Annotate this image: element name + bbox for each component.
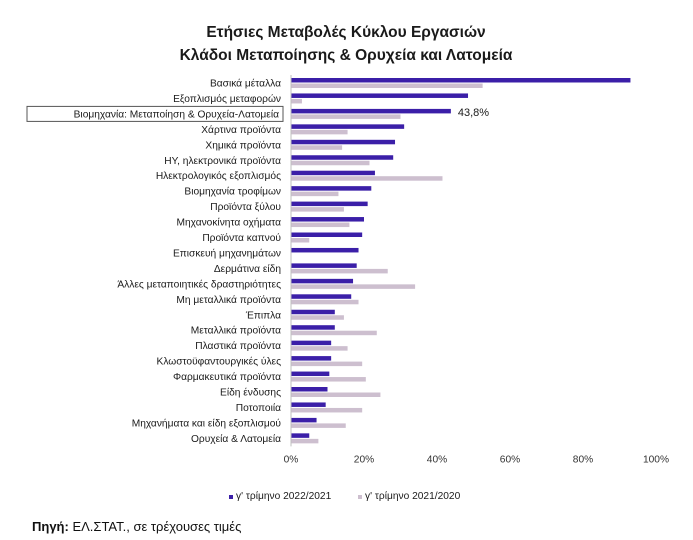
bar-2022-2021 xyxy=(291,433,309,438)
category-label: Ορυχεία & Λατομεία xyxy=(190,433,281,445)
bar-2021-2020 xyxy=(291,423,346,428)
bar-2021-2020 xyxy=(291,145,342,150)
category-label: Χημικά προϊόντα xyxy=(205,140,281,152)
bar-2022-2021 xyxy=(291,202,368,207)
bar-2022-2021 xyxy=(291,263,357,268)
bar-2021-2020 xyxy=(291,207,344,212)
x-tick-label: 40% xyxy=(426,454,448,466)
bar-2022-2021 xyxy=(291,356,331,361)
bar-2022-2021 xyxy=(291,294,351,299)
bar-2021-2020 xyxy=(291,439,318,444)
bar-2021-2020 xyxy=(291,393,380,398)
legend-label: γ' τρίμηνο 2022/2021 xyxy=(236,491,332,502)
category-label: Προϊόντα καπνού xyxy=(202,233,281,244)
category-label: Επισκευή μηχανημάτων xyxy=(172,248,281,260)
bar-2021-2020 xyxy=(291,315,344,320)
legend-label: γ' τρίμηνο 2021/2020 xyxy=(365,491,461,502)
bar-2021-2020 xyxy=(291,269,388,274)
bar-2021-2020 xyxy=(291,99,302,104)
chart-title-line1: Ετήσιες Μεταβολές Κύκλου Εργασιών xyxy=(206,24,486,41)
bar-2022-2021 xyxy=(291,248,359,253)
bar-2021-2020 xyxy=(291,377,366,382)
category-label: ΗΥ, ηλεκτρονικά προϊόντα xyxy=(164,155,281,167)
x-tick-label: 60% xyxy=(499,454,521,466)
bar-2021-2020 xyxy=(291,161,369,166)
category-label: Δερμάτινα είδη xyxy=(213,263,281,275)
bar-2021-2020 xyxy=(291,300,359,305)
bar-2022-2021 xyxy=(291,279,353,284)
data-label: 43,8% xyxy=(457,106,490,119)
bar-2022-2021 xyxy=(291,93,468,98)
category-label: Βιομηχανία: Μεταποίηση & Ορυχεία-Λατομεία xyxy=(73,109,279,121)
bar-2022-2021 xyxy=(291,155,393,160)
bar-2022-2021 xyxy=(291,171,375,176)
category-label: Άλλες μεταποιητικές δραστηριότητες xyxy=(117,279,281,291)
bar-2021-2020 xyxy=(291,238,309,243)
x-tick-label: 80% xyxy=(572,454,594,466)
bar-2021-2020 xyxy=(291,408,362,413)
bar-2021-2020 xyxy=(291,362,362,367)
bar-2022-2021 xyxy=(291,78,630,83)
category-label: Χάρτινα προϊόντα xyxy=(201,124,281,136)
bar-2021-2020 xyxy=(291,223,349,228)
bar-2021-2020 xyxy=(291,84,483,89)
bar-2022-2021 xyxy=(291,418,317,423)
bar-2022-2021 xyxy=(291,310,335,315)
category-label: Ηλεκτρολογικός εξοπλισμός xyxy=(155,171,281,183)
source-note xyxy=(32,519,241,534)
category-label: Μεταλλικά προϊόντα xyxy=(190,325,281,337)
legend-swatch xyxy=(358,495,362,499)
category-label: Βιομηχανία τροφίμων xyxy=(184,186,281,198)
bar-2022-2021 xyxy=(291,186,371,191)
x-tick-label: 0% xyxy=(283,454,299,466)
bar-2022-2021 xyxy=(291,372,329,377)
bar-2022-2021 xyxy=(291,402,326,407)
category-label: Έπιπλα xyxy=(245,310,281,322)
x-tick-label: 100% xyxy=(642,454,670,466)
bar-2022-2021 xyxy=(291,233,362,238)
x-tick-label: 20% xyxy=(353,454,375,466)
bar-2022-2021 xyxy=(291,140,395,145)
category-label: Μηχανοκίνητα οχήματα xyxy=(176,217,281,229)
category-label: Προϊόντα ξύλου xyxy=(210,202,281,214)
category-label: Πλαστικά προϊόντα xyxy=(195,341,281,353)
category-label: Ποτοποιία xyxy=(235,402,281,414)
bar-2021-2020 xyxy=(291,331,377,336)
bar-2022-2021 xyxy=(291,109,451,114)
bar-2021-2020 xyxy=(291,176,442,181)
category-label: Εξοπλισμός μεταφορών xyxy=(173,93,281,105)
legend-swatch xyxy=(229,495,233,499)
category-label: Βασικά μέταλλα xyxy=(209,78,281,90)
source-label: Πηγή: xyxy=(32,519,69,534)
bar-2021-2020 xyxy=(291,284,415,289)
bar-2022-2021 xyxy=(291,325,335,330)
bar-2022-2021 xyxy=(291,124,404,129)
chart-title-line2: Κλάδοι Μεταποίησης & Ορυχεία και Λατομεία xyxy=(179,47,513,64)
bar-2022-2021 xyxy=(291,217,364,222)
bar-2022-2021 xyxy=(291,387,328,392)
bar-2021-2020 xyxy=(291,346,348,351)
bar-2021-2020 xyxy=(291,192,338,197)
source-text: ΕΛ.ΣΤΑΤ., σε τρέχουσες τιμές xyxy=(68,519,242,534)
category-label: Μη μεταλλικά προϊόντα xyxy=(176,294,281,306)
category-label: Μηχανήματα και είδη εξοπλισμού xyxy=(131,418,281,430)
category-label: Φαρμακευτικά προϊόντα xyxy=(172,372,281,384)
bar-2021-2020 xyxy=(291,130,348,135)
bar-2022-2021 xyxy=(291,341,331,346)
category-label: Είδη ένδυσης xyxy=(220,387,281,399)
bar-2021-2020 xyxy=(291,114,401,119)
category-label: Κλωστοϋφαντουργικές ύλες xyxy=(156,356,281,368)
